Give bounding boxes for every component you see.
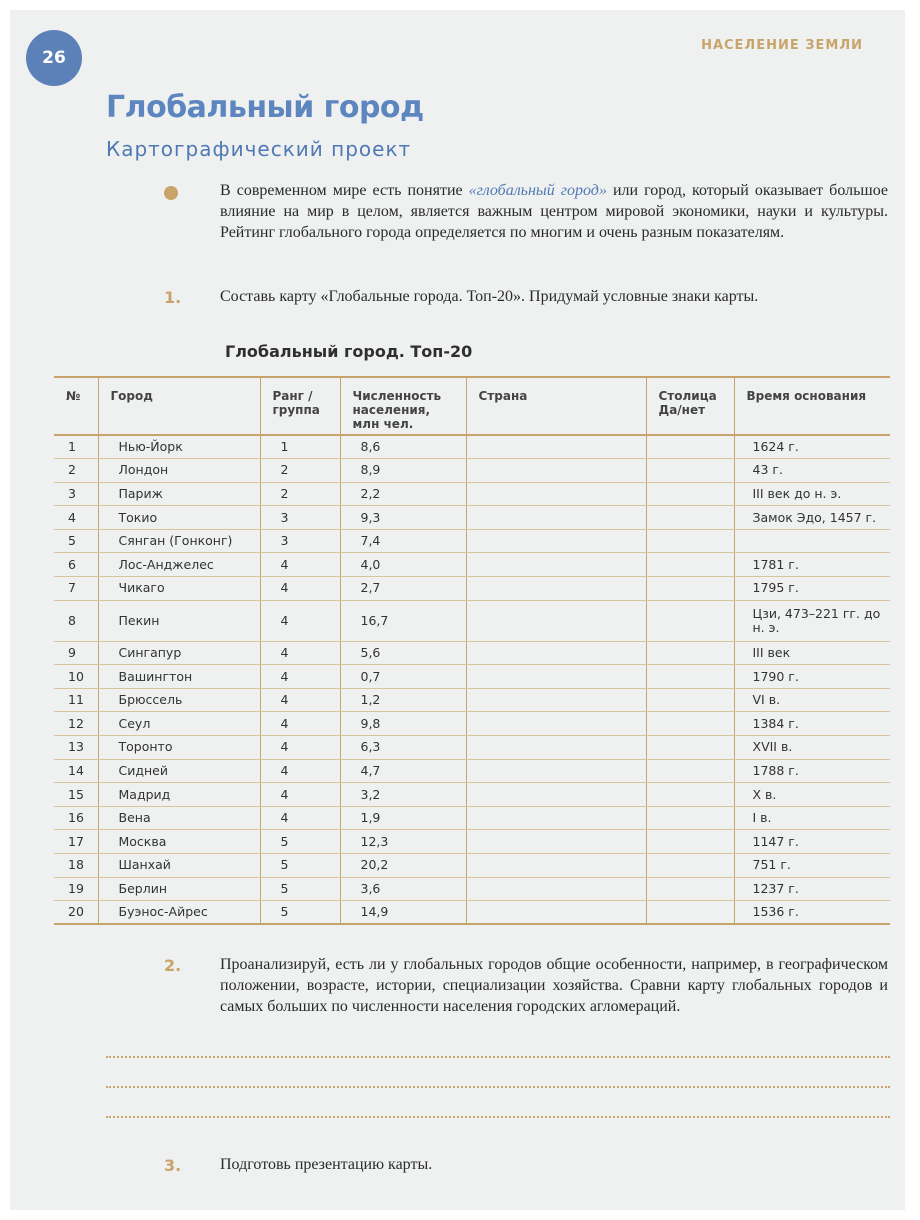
cell-rank: 2 xyxy=(260,459,340,483)
cell-country[interactable] xyxy=(466,553,646,577)
answer-line[interactable] xyxy=(106,1116,890,1118)
cell-capital[interactable] xyxy=(646,506,734,530)
cell-founded: 1624 г. xyxy=(734,435,890,459)
cell-capital[interactable] xyxy=(646,688,734,712)
cell-capital[interactable] xyxy=(646,806,734,830)
cell-founded: 1788 г. xyxy=(734,759,890,783)
cell-num: 18 xyxy=(54,854,98,878)
cell-rank: 5 xyxy=(260,877,340,901)
cell-population: 16,7 xyxy=(340,600,466,641)
cell-population: 14,9 xyxy=(340,901,466,925)
cell-rank: 4 xyxy=(260,688,340,712)
cell-country[interactable] xyxy=(466,783,646,807)
cell-country[interactable] xyxy=(466,665,646,689)
cell-country[interactable] xyxy=(466,506,646,530)
cell-rank: 4 xyxy=(260,759,340,783)
cell-num: 15 xyxy=(54,783,98,807)
cell-capital[interactable] xyxy=(646,553,734,577)
cell-capital[interactable] xyxy=(646,736,734,760)
cell-city: Сингапур xyxy=(98,641,260,665)
cell-num: 2 xyxy=(54,459,98,483)
cell-country[interactable] xyxy=(466,854,646,878)
table-row xyxy=(54,529,890,553)
table-row xyxy=(54,459,890,483)
cell-num: 9 xyxy=(54,641,98,665)
table-header-row xyxy=(54,377,890,435)
cell-rank: 4 xyxy=(260,641,340,665)
cell-founded: 1781 г. xyxy=(734,553,890,577)
cell-city: Токио xyxy=(98,506,260,530)
cell-population: 20,2 xyxy=(340,854,466,878)
cell-capital[interactable] xyxy=(646,459,734,483)
cell-capital[interactable] xyxy=(646,600,734,641)
cell-population: 2,2 xyxy=(340,482,466,506)
table-row xyxy=(54,600,890,641)
table-row xyxy=(54,577,890,601)
cell-num: 5 xyxy=(54,529,98,553)
cell-founded: 1790 г. xyxy=(734,665,890,689)
page-title: Глобальный город xyxy=(106,90,424,125)
cell-founded: III век xyxy=(734,641,890,665)
cell-city: Берлин xyxy=(98,877,260,901)
table-row xyxy=(54,435,890,459)
cell-rank: 3 xyxy=(260,506,340,530)
cell-num: 7 xyxy=(54,577,98,601)
cell-rank: 4 xyxy=(260,712,340,736)
cell-rank: 4 xyxy=(260,806,340,830)
cell-founded: 1384 г. xyxy=(734,712,890,736)
cell-city: Мадрид xyxy=(98,783,260,807)
cell-num: 17 xyxy=(54,830,98,854)
cell-num: 8 xyxy=(54,600,98,641)
cell-country[interactable] xyxy=(466,459,646,483)
task-2-number: 2. xyxy=(164,956,182,975)
cell-founded: Замок Эдо, 1457 г. xyxy=(734,506,890,530)
cell-country[interactable] xyxy=(466,435,646,459)
answer-line[interactable] xyxy=(106,1086,890,1088)
cell-founded: Цзи, 473–221 гг. до н. э. xyxy=(734,600,890,641)
table-row xyxy=(54,830,890,854)
cell-founded: VI в. xyxy=(734,688,890,712)
table-row xyxy=(54,901,890,925)
table-row xyxy=(54,641,890,665)
task-3-number: 3. xyxy=(164,1156,182,1175)
cell-population: 1,9 xyxy=(340,806,466,830)
cell-num: 13 xyxy=(54,736,98,760)
cell-founded: 43 г. xyxy=(734,459,890,483)
table-row xyxy=(54,736,890,760)
header-rank: Ранг / группа xyxy=(260,377,340,435)
cell-country[interactable] xyxy=(466,759,646,783)
cell-population: 6,3 xyxy=(340,736,466,760)
table-row xyxy=(54,759,890,783)
cell-city: Вашингтон xyxy=(98,665,260,689)
cell-rank: 4 xyxy=(260,665,340,689)
cell-rank: 4 xyxy=(260,600,340,641)
cell-founded: 1147 г. xyxy=(734,830,890,854)
table-row xyxy=(54,783,890,807)
cell-city: Вена xyxy=(98,806,260,830)
cell-population: 9,8 xyxy=(340,712,466,736)
cell-num: 1 xyxy=(54,435,98,459)
cell-founded: I в. xyxy=(734,806,890,830)
cell-num: 3 xyxy=(54,482,98,506)
table-row xyxy=(54,712,890,736)
cell-capital[interactable] xyxy=(646,482,734,506)
cell-num: 14 xyxy=(54,759,98,783)
cell-country[interactable] xyxy=(466,830,646,854)
cell-founded: XVII в. xyxy=(734,736,890,760)
cell-rank: 4 xyxy=(260,736,340,760)
header-num: № xyxy=(54,377,98,435)
cell-city: Лос-Анджелес xyxy=(98,553,260,577)
cell-founded: 1536 г. xyxy=(734,901,890,925)
cell-country[interactable] xyxy=(466,877,646,901)
cell-founded xyxy=(734,529,890,553)
table-row xyxy=(54,854,890,878)
cell-population: 2,7 xyxy=(340,577,466,601)
answer-line[interactable] xyxy=(106,1056,890,1058)
table-row xyxy=(54,665,890,689)
cell-capital[interactable] xyxy=(646,641,734,665)
cell-num: 10 xyxy=(54,665,98,689)
cell-city: Брюссель xyxy=(98,688,260,712)
cell-rank: 2 xyxy=(260,482,340,506)
cell-population: 5,6 xyxy=(340,641,466,665)
cell-rank: 3 xyxy=(260,529,340,553)
cell-founded: III век до н. э. xyxy=(734,482,890,506)
table-row xyxy=(54,877,890,901)
page-subtitle: Картографический проект xyxy=(106,137,412,161)
cell-rank: 1 xyxy=(260,435,340,459)
cell-city: Москва xyxy=(98,830,260,854)
cell-city: Нью-Йорк xyxy=(98,435,260,459)
cell-country[interactable] xyxy=(466,600,646,641)
cell-rank: 4 xyxy=(260,553,340,577)
task-1-number: 1. xyxy=(164,288,182,307)
section-header: НАСЕЛЕНИЕ ЗЕМЛИ xyxy=(701,38,863,53)
table-row xyxy=(54,806,890,830)
cell-capital[interactable] xyxy=(646,577,734,601)
cell-num: 19 xyxy=(54,877,98,901)
cell-population: 8,6 xyxy=(340,435,466,459)
cell-city: Буэнос-Айрес xyxy=(98,901,260,925)
cell-population: 7,4 xyxy=(340,529,466,553)
cell-city: Шанхай xyxy=(98,854,260,878)
header-city: Город xyxy=(98,377,260,435)
global-cities-table xyxy=(54,376,890,925)
cell-city: Париж xyxy=(98,482,260,506)
cell-population: 3,6 xyxy=(340,877,466,901)
header-founded: Время основания xyxy=(734,377,890,435)
cell-num: 12 xyxy=(54,712,98,736)
cell-num: 11 xyxy=(54,688,98,712)
cell-country[interactable] xyxy=(466,529,646,553)
cell-country[interactable] xyxy=(466,482,646,506)
cell-rank: 5 xyxy=(260,901,340,925)
cell-capital[interactable] xyxy=(646,877,734,901)
cell-rank: 5 xyxy=(260,854,340,878)
cell-city: Пекин xyxy=(98,600,260,641)
cell-num: 4 xyxy=(54,506,98,530)
cell-num: 20 xyxy=(68,904,84,920)
cell-founded: 751 г. xyxy=(734,854,890,878)
cell-city: Сеул xyxy=(98,712,260,736)
page-number-badge: 26 xyxy=(26,30,82,86)
task-3-text: Подготовь презентацию карты. xyxy=(220,1156,433,1173)
cell-city: Сянган (Гонконг) xyxy=(98,529,260,553)
cell-rank: 5 xyxy=(260,830,340,854)
intro-text-start: В современном мире есть понятие xyxy=(220,182,469,199)
cell-rank: 4 xyxy=(260,577,340,601)
header-capital: Столица Да/нет xyxy=(646,377,734,435)
table-row xyxy=(54,688,890,712)
cell-capital[interactable] xyxy=(646,435,734,459)
task-2-text: Проанализируй, есть ли у глобальных городов общие особенности, например, в географическом положении, возрасте, истории, специализации хозяйства. Сравни карту глобальных городов и самых больших по численности населения городских агломераций. xyxy=(220,956,888,1015)
cell-capital[interactable] xyxy=(646,783,734,807)
cell-population: 3,2 xyxy=(340,783,466,807)
cell-population: 1,2 xyxy=(340,688,466,712)
cell-capital[interactable] xyxy=(646,712,734,736)
cell-population: 4,0 xyxy=(340,553,466,577)
task-1-text: Составь карту «Глобальные города. Топ-20». Придумай условные знаки карты. xyxy=(220,288,759,305)
cell-country[interactable] xyxy=(466,577,646,601)
header-population: Численность населения, млн чел. xyxy=(340,377,466,435)
intro-term: «глобальный город» xyxy=(468,182,607,199)
table-title: Глобальный город. Топ-20 xyxy=(225,342,473,361)
cell-population: 12,3 xyxy=(340,830,466,854)
textbook-page xyxy=(10,10,905,1210)
cell-founded: X в. xyxy=(734,783,890,807)
cell-founded: 1237 г. xyxy=(734,877,890,901)
table-row xyxy=(54,553,890,577)
table-row xyxy=(54,506,890,530)
cell-city: Торонто xyxy=(98,736,260,760)
intro-paragraph xyxy=(220,180,888,243)
cell-country[interactable] xyxy=(466,806,646,830)
cell-country[interactable] xyxy=(466,712,646,736)
cell-city: Сидней xyxy=(98,759,260,783)
cell-capital[interactable] xyxy=(646,830,734,854)
cell-capital[interactable] xyxy=(646,854,734,878)
cell-population: 8,9 xyxy=(340,459,466,483)
cell-capital[interactable] xyxy=(646,665,734,689)
intro-text-end: или город, который оказывает большое влияние на мир в целом, является важным центром мировой экономики, науки и культуры. Рейтинг глобального города определяется по многим и очень разным показателям. xyxy=(220,182,889,241)
cell-capital[interactable] xyxy=(646,529,734,553)
cell-country[interactable] xyxy=(466,901,646,925)
header-country: Страна xyxy=(466,377,646,435)
cell-num: 16 xyxy=(54,806,98,830)
cell-country[interactable] xyxy=(466,641,646,665)
cell-rank: 4 xyxy=(260,783,340,807)
table-row xyxy=(54,482,890,506)
cell-city: Лондон xyxy=(98,459,260,483)
cell-capital[interactable] xyxy=(646,759,734,783)
cell-num: 6 xyxy=(54,553,98,577)
cell-country[interactable] xyxy=(466,688,646,712)
cell-capital[interactable] xyxy=(646,901,734,925)
cell-population: 0,7 xyxy=(340,665,466,689)
cell-country[interactable] xyxy=(466,736,646,760)
bullet-icon xyxy=(164,186,178,200)
cell-population: 9,3 xyxy=(340,506,466,530)
cell-founded: 1795 г. xyxy=(734,577,890,601)
cell-city: Чикаго xyxy=(98,577,260,601)
cell-population: 4,7 xyxy=(340,759,466,783)
